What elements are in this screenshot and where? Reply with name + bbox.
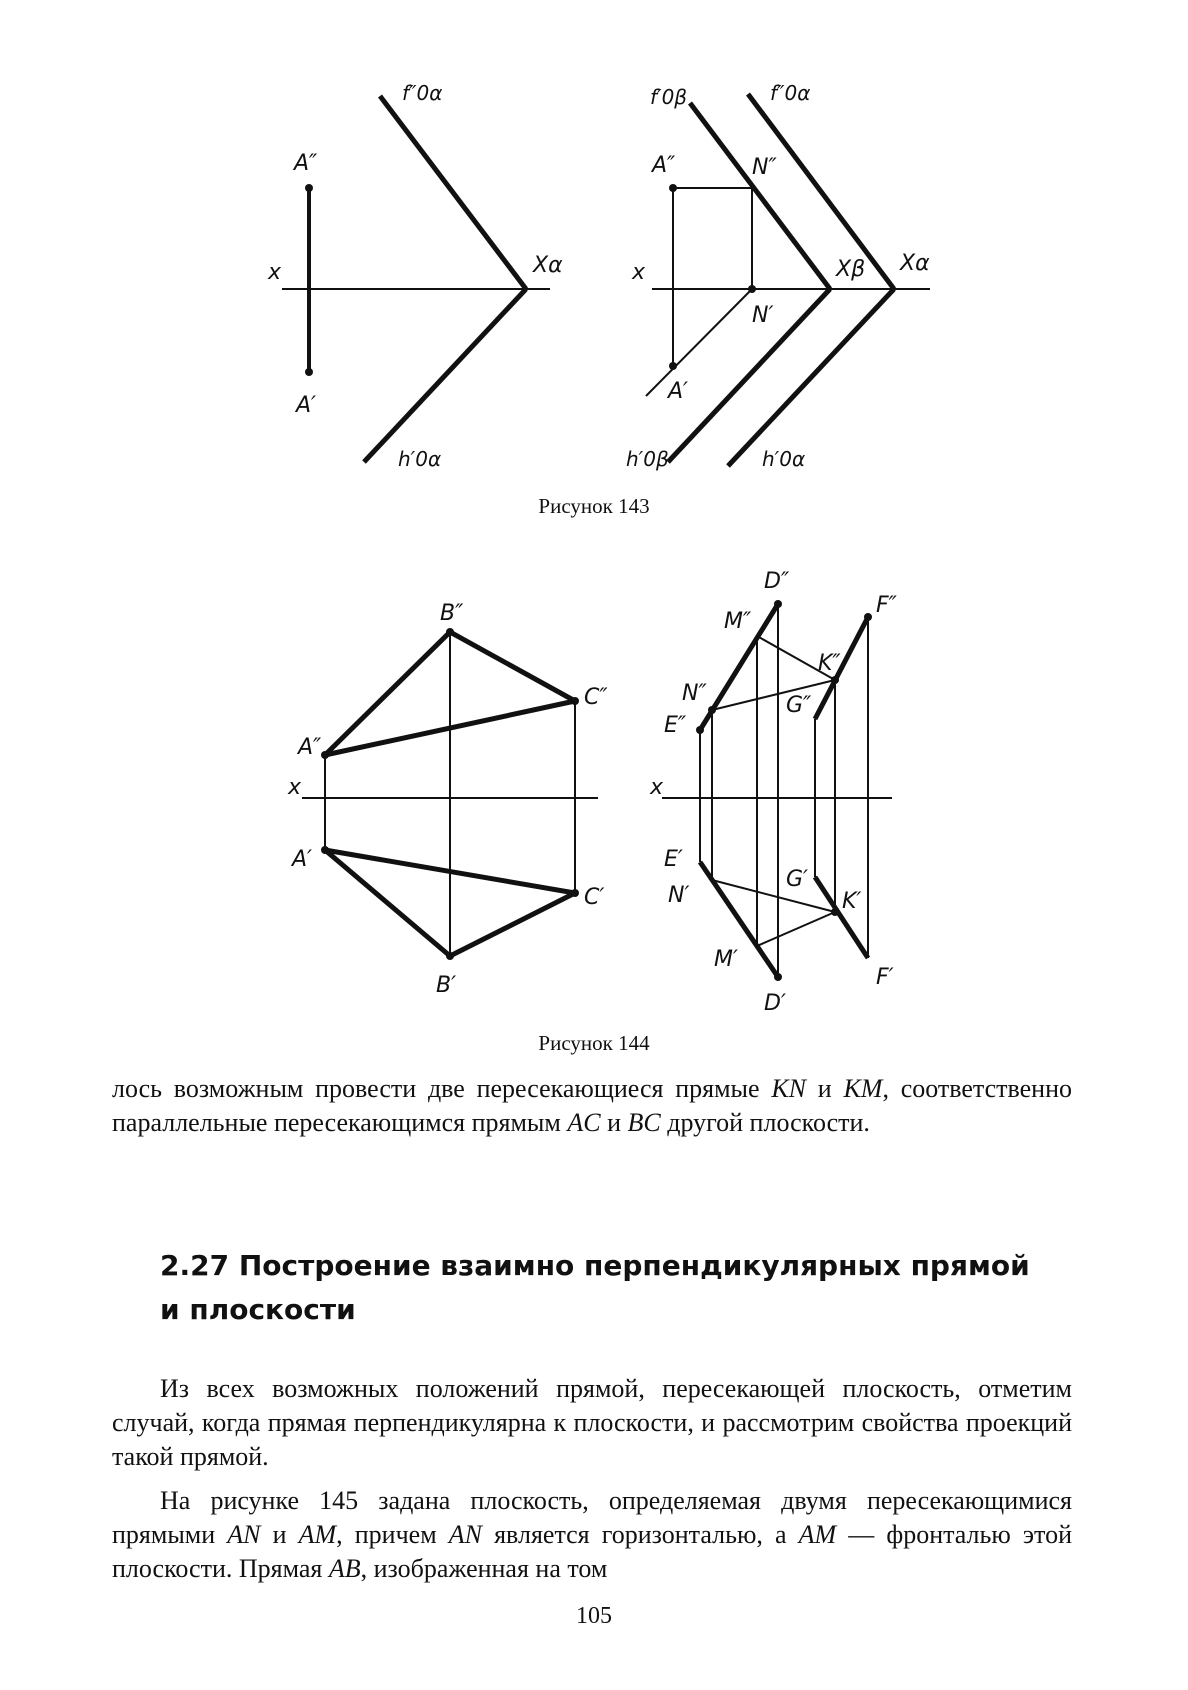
label-f0a: f″0α	[770, 81, 811, 105]
label-n1: N′	[668, 883, 690, 908]
text-run: На рисунке 145 задана плоскость, определяемая двумя пересекающимися прямыми	[112, 1486, 1072, 1549]
label-k2: K″	[818, 651, 841, 676]
section-heading-line1: 2.27 Построение взаимно перпендикулярных прямой	[160, 1249, 1030, 1282]
label-x: x	[288, 775, 302, 800]
trace-h-line	[364, 289, 526, 462]
text-run: является горизонталью, а	[481, 1520, 799, 1549]
label-g1: G′	[786, 867, 809, 892]
label-xa: Xα	[533, 253, 563, 278]
paragraph-continuation	[112, 1072, 1072, 1140]
point-k2-dot	[831, 676, 839, 684]
line-km-ref: KM	[843, 1074, 883, 1103]
point-e2-dot	[696, 726, 704, 734]
label-x: x	[268, 260, 282, 285]
figure-143-drawing	[0, 0, 1188, 500]
label-f2: F″	[876, 593, 897, 618]
line-an-ref: AN	[227, 1520, 261, 1549]
line-an-ref: AN	[448, 1520, 482, 1549]
point-a1-dot	[669, 362, 677, 370]
figure-144-right	[649, 569, 898, 1016]
text-run: , соответственно параллельные пересекающимся прямым	[112, 1074, 1072, 1137]
line-kn-ref: KN	[771, 1074, 806, 1103]
point-f2-dot	[864, 613, 872, 621]
point-a1-dot	[321, 846, 329, 854]
figure-143-left	[267, 81, 563, 471]
label-m1: M′	[714, 947, 738, 972]
figure-143-right	[626, 81, 930, 471]
line-am-ref: AM	[298, 1520, 337, 1549]
label-c1: C′	[584, 885, 605, 910]
segment-b1-c1	[450, 893, 575, 956]
label-f0b: f′0β	[650, 85, 688, 109]
text-run: , причем	[336, 1520, 449, 1549]
point-n2-dot	[708, 706, 716, 714]
label-h0a: h′0α	[398, 447, 442, 471]
label-f1: F′	[876, 965, 894, 990]
label-e2: E″	[664, 713, 687, 738]
trace-h-beta-line	[668, 289, 830, 462]
label-d1: D′	[764, 991, 786, 1016]
trace-f-alpha-line	[748, 94, 894, 289]
label-m2: M″	[724, 609, 752, 634]
line-ab-ref: AB	[328, 1554, 361, 1583]
line-ac-ref: AC	[567, 1108, 601, 1137]
paragraph-intro	[112, 1372, 1072, 1474]
point-k1-dot	[831, 908, 839, 916]
text-run: — фронталью этой плоскости. Прямая	[112, 1520, 1072, 1583]
line-bc-ref: BC	[627, 1108, 661, 1137]
line-m1-k1	[757, 912, 835, 946]
label-f0a: f″0α	[402, 81, 443, 105]
label-e1: E′	[664, 847, 683, 872]
text-run: , изображенная на том	[360, 1554, 608, 1583]
label-x: x	[632, 260, 646, 285]
point-c2-dot	[571, 697, 579, 705]
label-h0a: h′0α	[762, 447, 806, 471]
label-k1: K′	[842, 889, 862, 914]
text-run: Из всех возможных положений прямой, пересекающей плоскость, отметим случай, когда прямая перпендикулярна к плоскости, и рассмотрим свойства проекций такой прямой.	[112, 1374, 1072, 1471]
point-b2-dot	[446, 628, 454, 636]
figure-144-caption: Рисунок 144	[538, 1031, 650, 1055]
point-d1-dot	[774, 973, 782, 981]
line-am-ref: AM	[798, 1520, 837, 1549]
label-n2: N″	[682, 681, 707, 706]
point-a2-dot	[669, 184, 677, 192]
label-h0b: h′0β	[626, 447, 669, 471]
segment-a2-b2	[325, 632, 450, 755]
label-a1: A′	[668, 379, 689, 404]
label-n2: N″	[752, 155, 777, 180]
label-xa: Xα	[900, 251, 930, 276]
text-run: и	[600, 1108, 628, 1137]
paragraph-figure-145	[112, 1484, 1072, 1586]
point-c1-dot	[571, 889, 579, 897]
point-n1-dot	[748, 285, 756, 293]
text-run: другой плоскости.	[660, 1108, 870, 1137]
label-a1: A′	[292, 847, 313, 872]
text-run: и	[260, 1520, 299, 1549]
figure-143-caption: Рисунок 143	[538, 494, 650, 518]
label-a2: A″	[294, 151, 318, 176]
point-b1-dot	[446, 952, 454, 960]
label-a2: A″	[652, 153, 676, 178]
figure-144-left	[287, 601, 608, 998]
label-a1: A′	[296, 393, 317, 418]
label-a2: A″	[298, 735, 322, 760]
section-heading	[160, 1244, 1040, 1332]
section-heading-line2: и плоскости	[160, 1293, 356, 1326]
label-b1: B′	[436, 973, 457, 998]
label-n1: N′	[752, 303, 774, 328]
label-g2: G″	[786, 693, 812, 718]
page-number: 105	[576, 1603, 612, 1629]
label-d2: D″	[764, 569, 790, 594]
point-a1-dot	[305, 368, 313, 376]
trace-f-line	[380, 96, 526, 289]
text-run: лось возможным провести две пересекающиеся прямые	[112, 1074, 772, 1103]
horizontal-a1-n1-line	[646, 289, 752, 396]
label-xb: Xβ	[836, 257, 866, 282]
trace-f-beta-line	[690, 103, 830, 289]
figure-144-drawing	[0, 540, 1188, 1020]
text-run: и	[806, 1074, 844, 1103]
label-x: x	[650, 775, 664, 800]
point-a2-dot	[321, 751, 329, 759]
label-c2: C″	[584, 685, 608, 710]
label-b2: B″	[440, 601, 464, 626]
segment-b2-c2	[450, 632, 575, 701]
point-d2-dot	[774, 600, 782, 608]
point-a2-dot	[305, 184, 313, 192]
